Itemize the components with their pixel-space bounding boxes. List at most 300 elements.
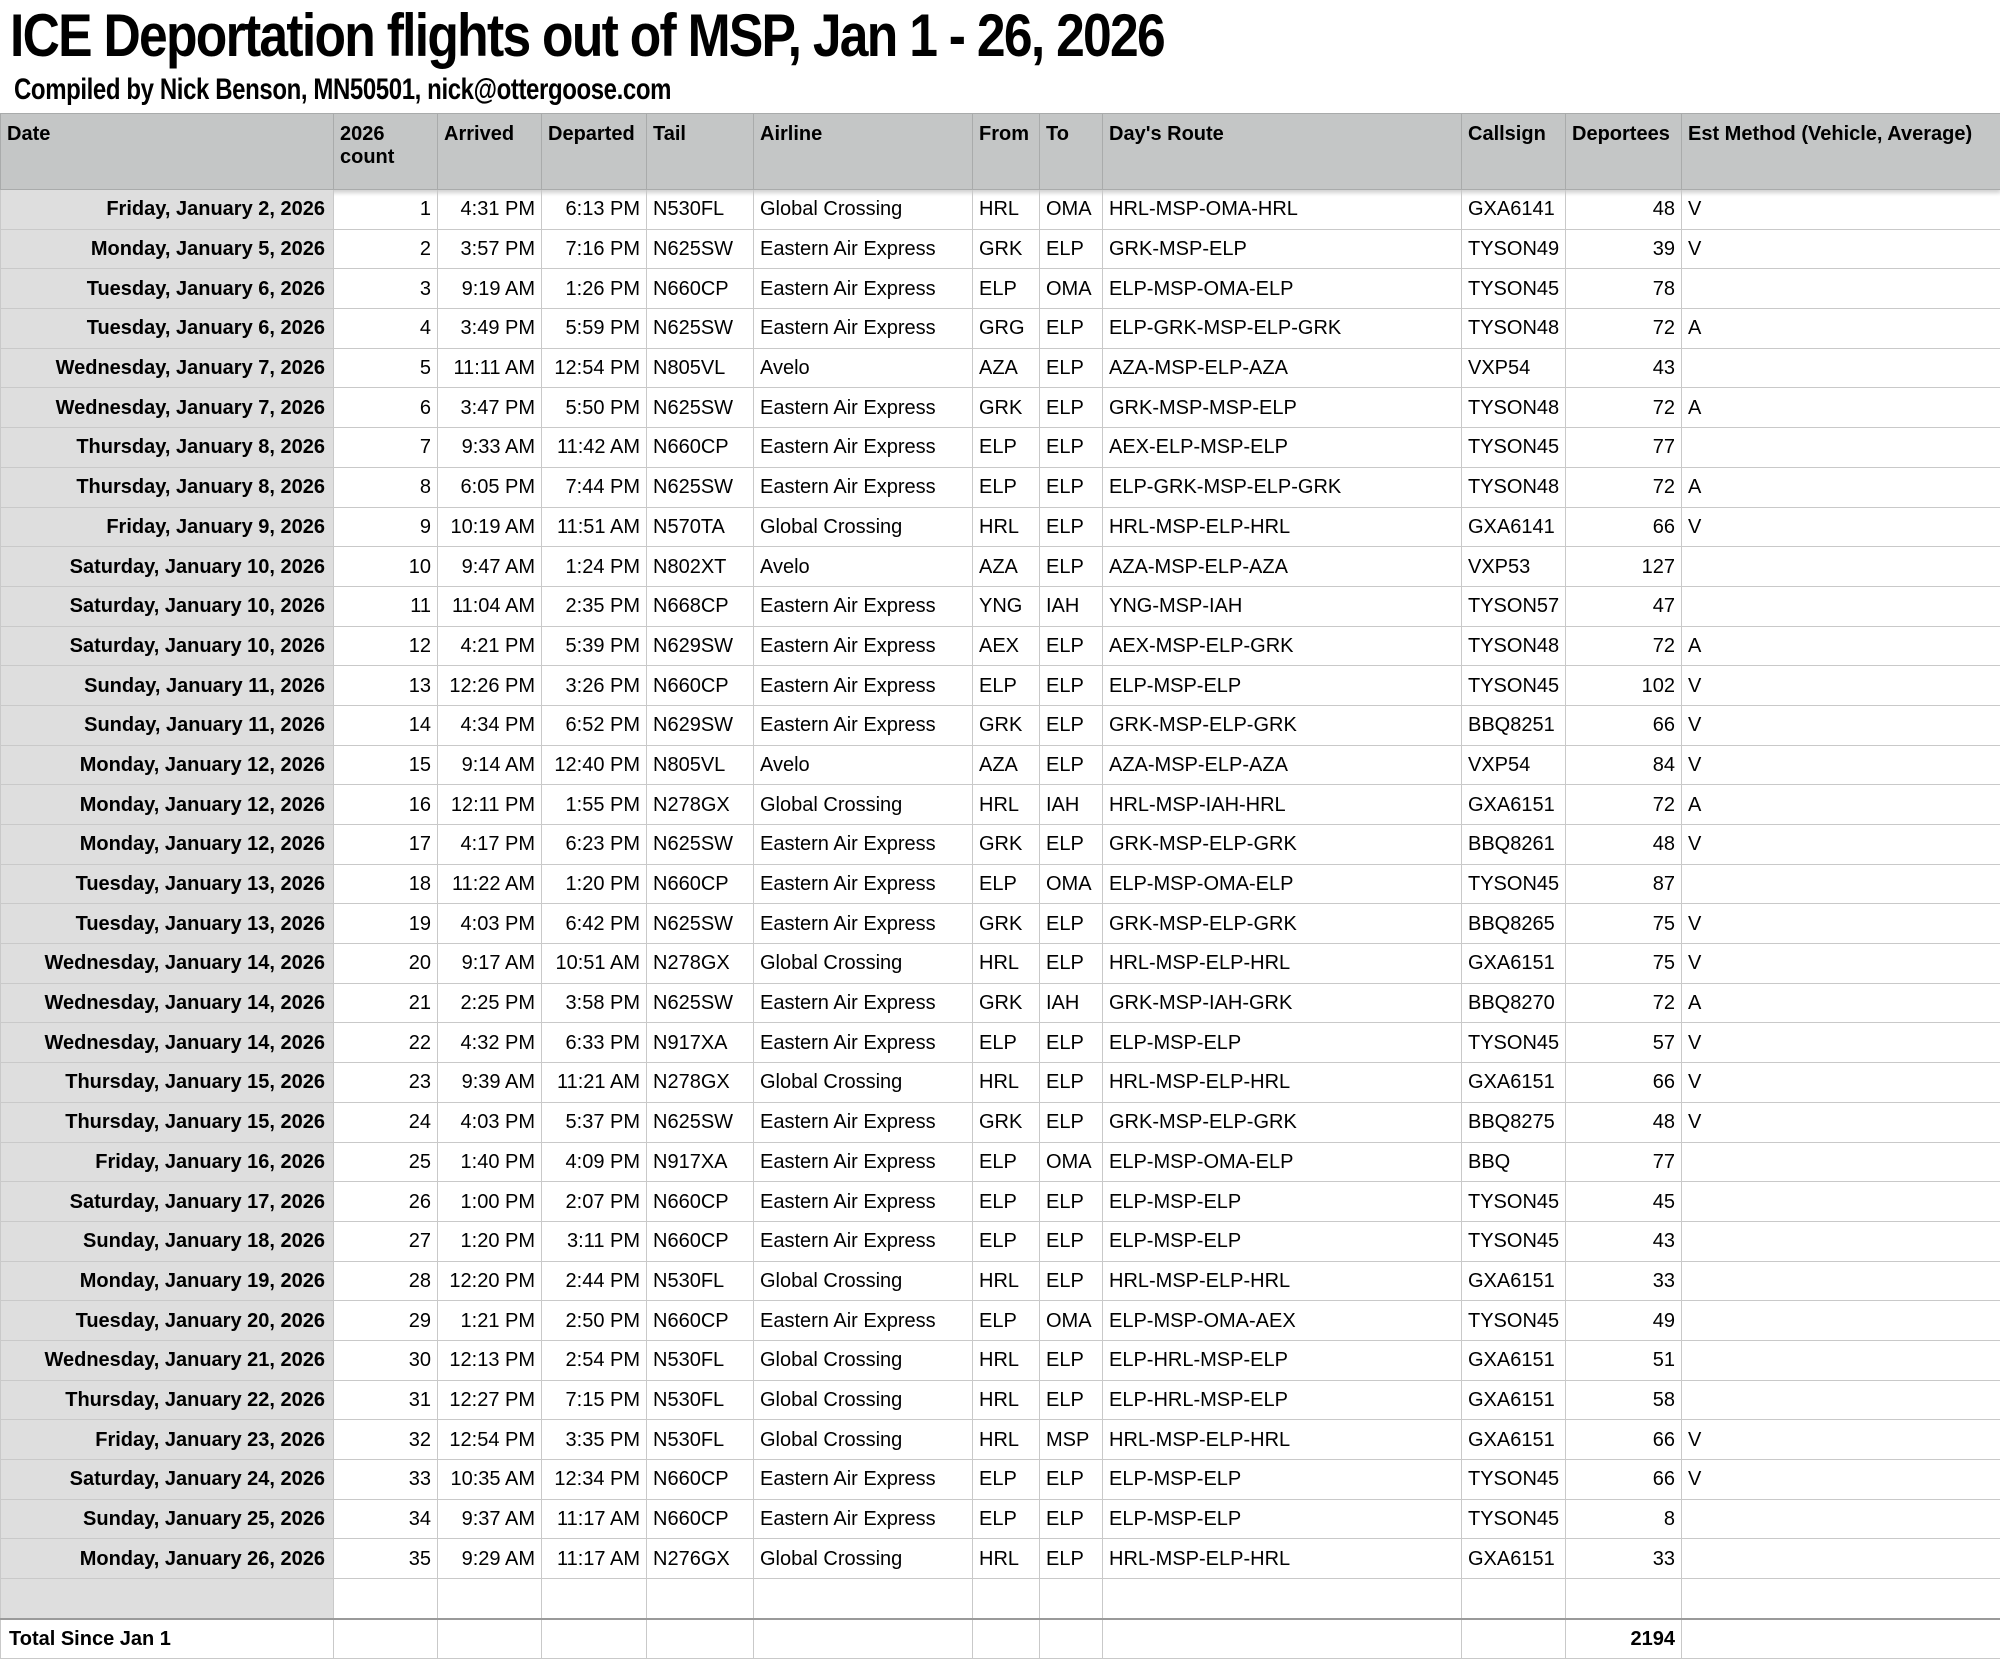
cell-callsign[interactable]: TYSON45 — [1462, 1301, 1566, 1341]
cell-date[interactable]: Thursday, January 8, 2026 — [1, 467, 334, 507]
cell-route[interactable]: ELP-MSP-ELP — [1103, 1460, 1462, 1500]
cell-count[interactable]: 26 — [334, 1182, 438, 1222]
cell-count[interactable]: 19 — [334, 904, 438, 944]
cell-from[interactable]: ELP — [973, 467, 1040, 507]
cell-date[interactable]: Tuesday, January 13, 2026 — [1, 904, 334, 944]
cell-tail[interactable]: N668CP — [647, 586, 754, 626]
cell-date[interactable]: Wednesday, January 21, 2026 — [1, 1340, 334, 1380]
cell-est-method[interactable] — [1682, 348, 2000, 388]
cell-to[interactable]: ELP — [1040, 1221, 1103, 1261]
cell-date[interactable]: Sunday, January 25, 2026 — [1, 1499, 334, 1539]
cell-arrived[interactable]: 12:26 PM — [438, 666, 542, 706]
cell-tail[interactable]: N625SW — [647, 388, 754, 428]
cell-airline[interactable]: Avelo — [754, 348, 973, 388]
cell-departed[interactable]: 2:50 PM — [542, 1301, 647, 1341]
cell-from[interactable]: HRL — [973, 190, 1040, 230]
cell-to[interactable]: ELP — [1040, 547, 1103, 587]
cell-to[interactable]: IAH — [1040, 983, 1103, 1023]
cell-airline[interactable]: Global Crossing — [754, 1539, 973, 1579]
col-header-deportees[interactable]: Deportees — [1566, 114, 1682, 190]
cell-from[interactable]: ELP — [973, 1460, 1040, 1500]
cell-date[interactable]: Friday, January 16, 2026 — [1, 1142, 334, 1182]
col-header-airline[interactable]: Airline — [754, 114, 973, 190]
cell-to[interactable]: ELP — [1040, 705, 1103, 745]
cell-callsign[interactable]: GXA6151 — [1462, 1261, 1566, 1301]
cell-departed[interactable]: 3:58 PM — [542, 983, 647, 1023]
cell-departed[interactable]: 2:35 PM — [542, 586, 647, 626]
cell-from[interactable]: ELP — [973, 1182, 1040, 1222]
cell-count[interactable]: 25 — [334, 1142, 438, 1182]
cell-route[interactable]: ELP-MSP-ELP — [1103, 1023, 1462, 1063]
cell-to[interactable]: ELP — [1040, 745, 1103, 785]
cell-arrived[interactable]: 11:04 AM — [438, 586, 542, 626]
cell-route[interactable]: ELP-MSP-OMA-ELP — [1103, 269, 1462, 309]
total-deportees[interactable]: 2194 — [1566, 1619, 1682, 1659]
cell-to[interactable]: ELP — [1040, 1261, 1103, 1301]
cell-route[interactable]: ELP-HRL-MSP-ELP — [1103, 1380, 1462, 1420]
cell-count[interactable]: 11 — [334, 586, 438, 626]
cell-deportees[interactable]: 87 — [1566, 864, 1682, 904]
cell-callsign[interactable]: GXA6151 — [1462, 944, 1566, 984]
cell-route[interactable]: ELP-MSP-ELP — [1103, 1221, 1462, 1261]
table-cell[interactable] — [647, 1579, 754, 1619]
cell-departed[interactable]: 4:09 PM — [542, 1142, 647, 1182]
cell-from[interactable]: AZA — [973, 745, 1040, 785]
cell-date[interactable]: Wednesday, January 14, 2026 — [1, 1023, 334, 1063]
col-header-tail[interactable]: Tail — [647, 114, 754, 190]
cell-from[interactable]: HRL — [973, 785, 1040, 825]
cell-to[interactable]: ELP — [1040, 507, 1103, 547]
cell-deportees[interactable]: 66 — [1566, 705, 1682, 745]
cell-airline[interactable]: Global Crossing — [754, 1420, 973, 1460]
cell-airline[interactable]: Eastern Air Express — [754, 428, 973, 468]
cell-to[interactable]: ELP — [1040, 904, 1103, 944]
cell-airline[interactable]: Eastern Air Express — [754, 229, 973, 269]
cell-count[interactable]: 9 — [334, 507, 438, 547]
cell-count[interactable]: 29 — [334, 1301, 438, 1341]
cell-date[interactable]: Sunday, January 11, 2026 — [1, 705, 334, 745]
cell-est-method[interactable]: V — [1682, 229, 2000, 269]
col-header-to[interactable]: To — [1040, 114, 1103, 190]
cell-route[interactable]: HRL-MSP-ELP-HRL — [1103, 1063, 1462, 1103]
cell-airline[interactable]: Global Crossing — [754, 1261, 973, 1301]
cell-deportees[interactable]: 8 — [1566, 1499, 1682, 1539]
cell-deportees[interactable]: 49 — [1566, 1301, 1682, 1341]
cell-airline[interactable]: Eastern Air Express — [754, 1023, 973, 1063]
cell-count[interactable]: 33 — [334, 1460, 438, 1500]
cell-departed[interactable]: 5:50 PM — [542, 388, 647, 428]
cell-departed[interactable]: 6:52 PM — [542, 705, 647, 745]
cell-arrived[interactable]: 4:03 PM — [438, 1102, 542, 1142]
cell-est-method[interactable]: V — [1682, 745, 2000, 785]
cell-arrived[interactable]: 9:19 AM — [438, 269, 542, 309]
cell-arrived[interactable]: 1:40 PM — [438, 1142, 542, 1182]
cell-arrived[interactable]: 6:05 PM — [438, 467, 542, 507]
cell-airline[interactable]: Eastern Air Express — [754, 626, 973, 666]
cell-tail[interactable]: N802XT — [647, 547, 754, 587]
cell-departed[interactable]: 12:40 PM — [542, 745, 647, 785]
cell-departed[interactable]: 3:26 PM — [542, 666, 647, 706]
cell-to[interactable]: ELP — [1040, 666, 1103, 706]
cell-arrived[interactable]: 2:25 PM — [438, 983, 542, 1023]
cell-est-method[interactable]: A — [1682, 309, 2000, 349]
cell-callsign[interactable]: GXA6141 — [1462, 190, 1566, 230]
cell-deportees[interactable]: 58 — [1566, 1380, 1682, 1420]
cell-count[interactable]: 30 — [334, 1340, 438, 1380]
cell-to[interactable]: ELP — [1040, 825, 1103, 865]
cell-est-method[interactable]: A — [1682, 626, 2000, 666]
cell-departed[interactable]: 12:34 PM — [542, 1460, 647, 1500]
cell-arrived[interactable]: 10:35 AM — [438, 1460, 542, 1500]
cell-departed[interactable]: 1:24 PM — [542, 547, 647, 587]
cell-callsign[interactable]: GXA6141 — [1462, 507, 1566, 547]
cell-to[interactable]: ELP — [1040, 1499, 1103, 1539]
cell-airline[interactable]: Avelo — [754, 547, 973, 587]
cell-airline[interactable]: Eastern Air Express — [754, 1499, 973, 1539]
cell-tail[interactable]: N805VL — [647, 348, 754, 388]
cell-deportees[interactable]: 72 — [1566, 785, 1682, 825]
cell-est-method[interactable]: V — [1682, 666, 2000, 706]
cell-from[interactable]: ELP — [973, 269, 1040, 309]
cell-from[interactable]: HRL — [973, 1063, 1040, 1103]
cell-count[interactable]: 15 — [334, 745, 438, 785]
cell-deportees[interactable]: 84 — [1566, 745, 1682, 785]
cell-airline[interactable]: Global Crossing — [754, 507, 973, 547]
cell-to[interactable]: ELP — [1040, 626, 1103, 666]
cell-est-method[interactable] — [1682, 547, 2000, 587]
cell-airline[interactable]: Eastern Air Express — [754, 864, 973, 904]
cell-count[interactable]: 7 — [334, 428, 438, 468]
cell-arrived[interactable]: 3:57 PM — [438, 229, 542, 269]
cell-count[interactable]: 20 — [334, 944, 438, 984]
cell-to[interactable]: ELP — [1040, 309, 1103, 349]
cell-tail[interactable]: N660CP — [647, 269, 754, 309]
cell-from[interactable]: GRK — [973, 825, 1040, 865]
cell-count[interactable]: 21 — [334, 983, 438, 1023]
cell-to[interactable]: IAH — [1040, 586, 1103, 626]
cell-route[interactable]: ELP-MSP-ELP — [1103, 666, 1462, 706]
cell-deportees[interactable]: 66 — [1566, 507, 1682, 547]
cell-deportees[interactable]: 47 — [1566, 586, 1682, 626]
cell-to[interactable]: ELP — [1040, 944, 1103, 984]
cell-airline[interactable]: Eastern Air Express — [754, 1301, 973, 1341]
cell-to[interactable]: OMA — [1040, 1142, 1103, 1182]
cell-date[interactable]: Monday, January 12, 2026 — [1, 825, 334, 865]
cell-tail[interactable]: N660CP — [647, 864, 754, 904]
cell-airline[interactable]: Global Crossing — [754, 785, 973, 825]
cell-count[interactable]: 34 — [334, 1499, 438, 1539]
cell-est-method[interactable]: V — [1682, 705, 2000, 745]
cell-date[interactable]: Tuesday, January 6, 2026 — [1, 309, 334, 349]
cell-departed[interactable]: 12:54 PM — [542, 348, 647, 388]
cell-route[interactable]: ELP-HRL-MSP-ELP — [1103, 1340, 1462, 1380]
cell-route[interactable]: AEX-MSP-ELP-GRK — [1103, 626, 1462, 666]
table-cell[interactable] — [1040, 1619, 1103, 1659]
cell-from[interactable]: HRL — [973, 1380, 1040, 1420]
cell-route[interactable]: HRL-MSP-OMA-HRL — [1103, 190, 1462, 230]
cell-from[interactable]: ELP — [973, 864, 1040, 904]
cell-to[interactable]: ELP — [1040, 1063, 1103, 1103]
cell-departed[interactable]: 6:33 PM — [542, 1023, 647, 1063]
cell-to[interactable]: OMA — [1040, 269, 1103, 309]
cell-deportees[interactable]: 48 — [1566, 190, 1682, 230]
cell-from[interactable]: GRK — [973, 904, 1040, 944]
cell-deportees[interactable]: 72 — [1566, 467, 1682, 507]
cell-date[interactable]: Thursday, January 15, 2026 — [1, 1063, 334, 1103]
cell-callsign[interactable]: TYSON45 — [1462, 1182, 1566, 1222]
cell-from[interactable]: HRL — [973, 1539, 1040, 1579]
table-cell[interactable] — [334, 1579, 438, 1619]
cell-date[interactable]: Thursday, January 22, 2026 — [1, 1380, 334, 1420]
cell-from[interactable]: HRL — [973, 944, 1040, 984]
cell-tail[interactable]: N625SW — [647, 229, 754, 269]
cell-airline[interactable]: Eastern Air Express — [754, 388, 973, 428]
cell-tail[interactable]: N917XA — [647, 1023, 754, 1063]
cell-route[interactable]: GRK-MSP-ELP-GRK — [1103, 904, 1462, 944]
cell-callsign[interactable]: TYSON49 — [1462, 229, 1566, 269]
cell-deportees[interactable]: 72 — [1566, 309, 1682, 349]
cell-est-method[interactable] — [1682, 269, 2000, 309]
cell-tail[interactable]: N660CP — [647, 1221, 754, 1261]
cell-arrived[interactable]: 10:19 AM — [438, 507, 542, 547]
col-header-from[interactable]: From — [973, 114, 1040, 190]
cell-airline[interactable]: Eastern Air Express — [754, 1182, 973, 1222]
cell-deportees[interactable]: 66 — [1566, 1063, 1682, 1103]
cell-count[interactable]: 17 — [334, 825, 438, 865]
cell-departed[interactable]: 11:17 AM — [542, 1539, 647, 1579]
cell-est-method[interactable] — [1682, 1301, 2000, 1341]
cell-est-method[interactable] — [1682, 864, 2000, 904]
cell-arrived[interactable]: 9:47 AM — [438, 547, 542, 587]
cell-est-method[interactable]: V — [1682, 1420, 2000, 1460]
cell-est-method[interactable]: A — [1682, 467, 2000, 507]
cell-tail[interactable]: N629SW — [647, 626, 754, 666]
table-cell[interactable] — [1566, 1579, 1682, 1619]
cell-deportees[interactable]: 72 — [1566, 626, 1682, 666]
cell-deportees[interactable]: 48 — [1566, 825, 1682, 865]
cell-from[interactable]: AZA — [973, 348, 1040, 388]
cell-to[interactable]: ELP — [1040, 1380, 1103, 1420]
cell-route[interactable]: HRL-MSP-ELP-HRL — [1103, 1261, 1462, 1301]
cell-tail[interactable]: N660CP — [647, 428, 754, 468]
cell-from[interactable]: GRK — [973, 705, 1040, 745]
cell-from[interactable]: AZA — [973, 547, 1040, 587]
cell-airline[interactable]: Eastern Air Express — [754, 586, 973, 626]
cell-count[interactable]: 12 — [334, 626, 438, 666]
cell-date[interactable]: Monday, January 5, 2026 — [1, 229, 334, 269]
cell-from[interactable]: YNG — [973, 586, 1040, 626]
cell-tail[interactable]: N629SW — [647, 705, 754, 745]
cell-departed[interactable]: 6:42 PM — [542, 904, 647, 944]
cell-est-method[interactable]: V — [1682, 1063, 2000, 1103]
cell-from[interactable]: ELP — [973, 666, 1040, 706]
cell-from[interactable]: ELP — [973, 1142, 1040, 1182]
cell-to[interactable]: ELP — [1040, 1182, 1103, 1222]
cell-arrived[interactable]: 11:11 AM — [438, 348, 542, 388]
cell-tail[interactable]: N278GX — [647, 944, 754, 984]
cell-date[interactable]: Monday, January 12, 2026 — [1, 745, 334, 785]
cell-route[interactable]: ELP-MSP-OMA-AEX — [1103, 1301, 1462, 1341]
cell-tail[interactable]: N530FL — [647, 1261, 754, 1301]
cell-from[interactable]: GRG — [973, 309, 1040, 349]
cell-tail[interactable]: N570TA — [647, 507, 754, 547]
cell-departed[interactable]: 10:51 AM — [542, 944, 647, 984]
cell-route[interactable]: GRK-MSP-ELP-GRK — [1103, 1102, 1462, 1142]
cell-count[interactable]: 32 — [334, 1420, 438, 1460]
cell-tail[interactable]: N530FL — [647, 190, 754, 230]
cell-route[interactable]: GRK-MSP-ELP-GRK — [1103, 825, 1462, 865]
cell-deportees[interactable]: 57 — [1566, 1023, 1682, 1063]
cell-callsign[interactable]: GXA6151 — [1462, 1420, 1566, 1460]
cell-route[interactable]: GRK-MSP-ELP — [1103, 229, 1462, 269]
cell-callsign[interactable]: TYSON45 — [1462, 1221, 1566, 1261]
cell-callsign[interactable]: GXA6151 — [1462, 1063, 1566, 1103]
cell-departed[interactable]: 2:07 PM — [542, 1182, 647, 1222]
cell-to[interactable]: ELP — [1040, 1102, 1103, 1142]
cell-tail[interactable]: N660CP — [647, 1499, 754, 1539]
cell-est-method[interactable]: A — [1682, 983, 2000, 1023]
cell-deportees[interactable]: 77 — [1566, 1142, 1682, 1182]
cell-from[interactable]: GRK — [973, 229, 1040, 269]
cell-date[interactable]: Tuesday, January 13, 2026 — [1, 864, 334, 904]
cell-from[interactable]: AEX — [973, 626, 1040, 666]
cell-date[interactable]: Sunday, January 18, 2026 — [1, 1221, 334, 1261]
cell-deportees[interactable]: 48 — [1566, 1102, 1682, 1142]
cell-date[interactable]: Tuesday, January 6, 2026 — [1, 269, 334, 309]
cell-route[interactable]: ELP-MSP-ELP — [1103, 1499, 1462, 1539]
cell-callsign[interactable]: BBQ8261 — [1462, 825, 1566, 865]
cell-est-method[interactable]: V — [1682, 507, 2000, 547]
cell-callsign[interactable]: TYSON48 — [1462, 309, 1566, 349]
cell-from[interactable]: ELP — [973, 1499, 1040, 1539]
cell-count[interactable]: 23 — [334, 1063, 438, 1103]
cell-deportees[interactable]: 72 — [1566, 388, 1682, 428]
cell-from[interactable]: GRK — [973, 983, 1040, 1023]
cell-airline[interactable]: Eastern Air Express — [754, 983, 973, 1023]
cell-tail[interactable]: N660CP — [647, 666, 754, 706]
cell-tail[interactable]: N660CP — [647, 1182, 754, 1222]
col-header-arrived[interactable]: Arrived — [438, 114, 542, 190]
cell-route[interactable]: GRK-MSP-IAH-GRK — [1103, 983, 1462, 1023]
cell-count[interactable]: 2 — [334, 229, 438, 269]
cell-airline[interactable]: Eastern Air Express — [754, 1142, 973, 1182]
cell-arrived[interactable]: 3:47 PM — [438, 388, 542, 428]
cell-date[interactable]: Friday, January 9, 2026 — [1, 507, 334, 547]
cell-count[interactable]: 14 — [334, 705, 438, 745]
cell-airline[interactable]: Eastern Air Express — [754, 309, 973, 349]
cell-date[interactable]: Saturday, January 24, 2026 — [1, 1460, 334, 1500]
cell-callsign[interactable]: TYSON48 — [1462, 467, 1566, 507]
cell-arrived[interactable]: 4:21 PM — [438, 626, 542, 666]
cell-arrived[interactable]: 12:13 PM — [438, 1340, 542, 1380]
cell-est-method[interactable]: V — [1682, 190, 2000, 230]
cell-count[interactable]: 13 — [334, 666, 438, 706]
cell-tail[interactable]: N805VL — [647, 745, 754, 785]
cell-departed[interactable]: 2:44 PM — [542, 1261, 647, 1301]
cell-callsign[interactable]: GXA6151 — [1462, 1380, 1566, 1420]
table-cell[interactable] — [1462, 1579, 1566, 1619]
cell-from[interactable]: HRL — [973, 507, 1040, 547]
cell-callsign[interactable]: TYSON45 — [1462, 1460, 1566, 1500]
cell-count[interactable]: 35 — [334, 1539, 438, 1579]
cell-date[interactable]: Friday, January 23, 2026 — [1, 1420, 334, 1460]
cell-arrived[interactable]: 11:22 AM — [438, 864, 542, 904]
cell-callsign[interactable]: GXA6151 — [1462, 1539, 1566, 1579]
cell-callsign[interactable]: BBQ8275 — [1462, 1102, 1566, 1142]
total-label[interactable]: Total Since Jan 1 — [1, 1619, 334, 1659]
table-cell[interactable] — [754, 1579, 973, 1619]
cell-tail[interactable]: N625SW — [647, 309, 754, 349]
table-cell[interactable] — [542, 1579, 647, 1619]
cell-from[interactable]: GRK — [973, 1102, 1040, 1142]
col-header-departed[interactable]: Departed — [542, 114, 647, 190]
cell-route[interactable]: ELP-MSP-ELP — [1103, 1182, 1462, 1222]
cell-departed[interactable]: 11:17 AM — [542, 1499, 647, 1539]
cell-deportees[interactable]: 39 — [1566, 229, 1682, 269]
cell-route[interactable]: ELP-MSP-OMA-ELP — [1103, 864, 1462, 904]
col-header-date[interactable]: Date — [1, 114, 334, 190]
cell-departed[interactable]: 1:26 PM — [542, 269, 647, 309]
cell-tail[interactable]: N530FL — [647, 1340, 754, 1380]
cell-airline[interactable]: Eastern Air Express — [754, 1102, 973, 1142]
cell-arrived[interactable]: 12:54 PM — [438, 1420, 542, 1460]
cell-route[interactable]: AEX-ELP-MSP-ELP — [1103, 428, 1462, 468]
cell-est-method[interactable] — [1682, 1261, 2000, 1301]
cell-tail[interactable]: N625SW — [647, 467, 754, 507]
cell-arrived[interactable]: 3:49 PM — [438, 309, 542, 349]
cell-date[interactable]: Monday, January 19, 2026 — [1, 1261, 334, 1301]
cell-arrived[interactable]: 4:03 PM — [438, 904, 542, 944]
cell-route[interactable]: HRL-MSP-ELP-HRL — [1103, 1539, 1462, 1579]
cell-date[interactable]: Sunday, January 11, 2026 — [1, 666, 334, 706]
cell-route[interactable]: ELP-MSP-OMA-ELP — [1103, 1142, 1462, 1182]
cell-arrived[interactable]: 4:17 PM — [438, 825, 542, 865]
cell-date[interactable]: Thursday, January 15, 2026 — [1, 1102, 334, 1142]
table-cell[interactable] — [438, 1579, 542, 1619]
cell-callsign[interactable]: BBQ — [1462, 1142, 1566, 1182]
cell-to[interactable]: ELP — [1040, 1460, 1103, 1500]
cell-callsign[interactable]: TYSON45 — [1462, 269, 1566, 309]
cell-est-method[interactable] — [1682, 1142, 2000, 1182]
cell-from[interactable]: ELP — [973, 1301, 1040, 1341]
cell-to[interactable]: ELP — [1040, 348, 1103, 388]
cell-tail[interactable]: N660CP — [647, 1460, 754, 1500]
cell-date[interactable]: Saturday, January 17, 2026 — [1, 1182, 334, 1222]
cell-arrived[interactable]: 9:33 AM — [438, 428, 542, 468]
cell-route[interactable]: YNG-MSP-IAH — [1103, 586, 1462, 626]
cell-callsign[interactable]: VXP53 — [1462, 547, 1566, 587]
cell-est-method[interactable] — [1682, 1539, 2000, 1579]
cell-from[interactable]: ELP — [973, 1023, 1040, 1063]
table-cell[interactable] — [542, 1619, 647, 1659]
table-cell[interactable] — [334, 1619, 438, 1659]
cell-callsign[interactable]: TYSON48 — [1462, 388, 1566, 428]
cell-est-method[interactable] — [1682, 428, 2000, 468]
cell-departed[interactable]: 1:55 PM — [542, 785, 647, 825]
cell-departed[interactable]: 7:44 PM — [542, 467, 647, 507]
cell-tail[interactable]: N530FL — [647, 1380, 754, 1420]
cell-deportees[interactable]: 72 — [1566, 983, 1682, 1023]
cell-count[interactable]: 16 — [334, 785, 438, 825]
cell-to[interactable]: ELP — [1040, 229, 1103, 269]
cell-deportees[interactable]: 77 — [1566, 428, 1682, 468]
cell-deportees[interactable]: 127 — [1566, 547, 1682, 587]
cell-route[interactable]: HRL-MSP-ELP-HRL — [1103, 507, 1462, 547]
cell-count[interactable]: 18 — [334, 864, 438, 904]
cell-count[interactable]: 31 — [334, 1380, 438, 1420]
cell-airline[interactable]: Eastern Air Express — [754, 705, 973, 745]
cell-airline[interactable]: Eastern Air Express — [754, 1460, 973, 1500]
